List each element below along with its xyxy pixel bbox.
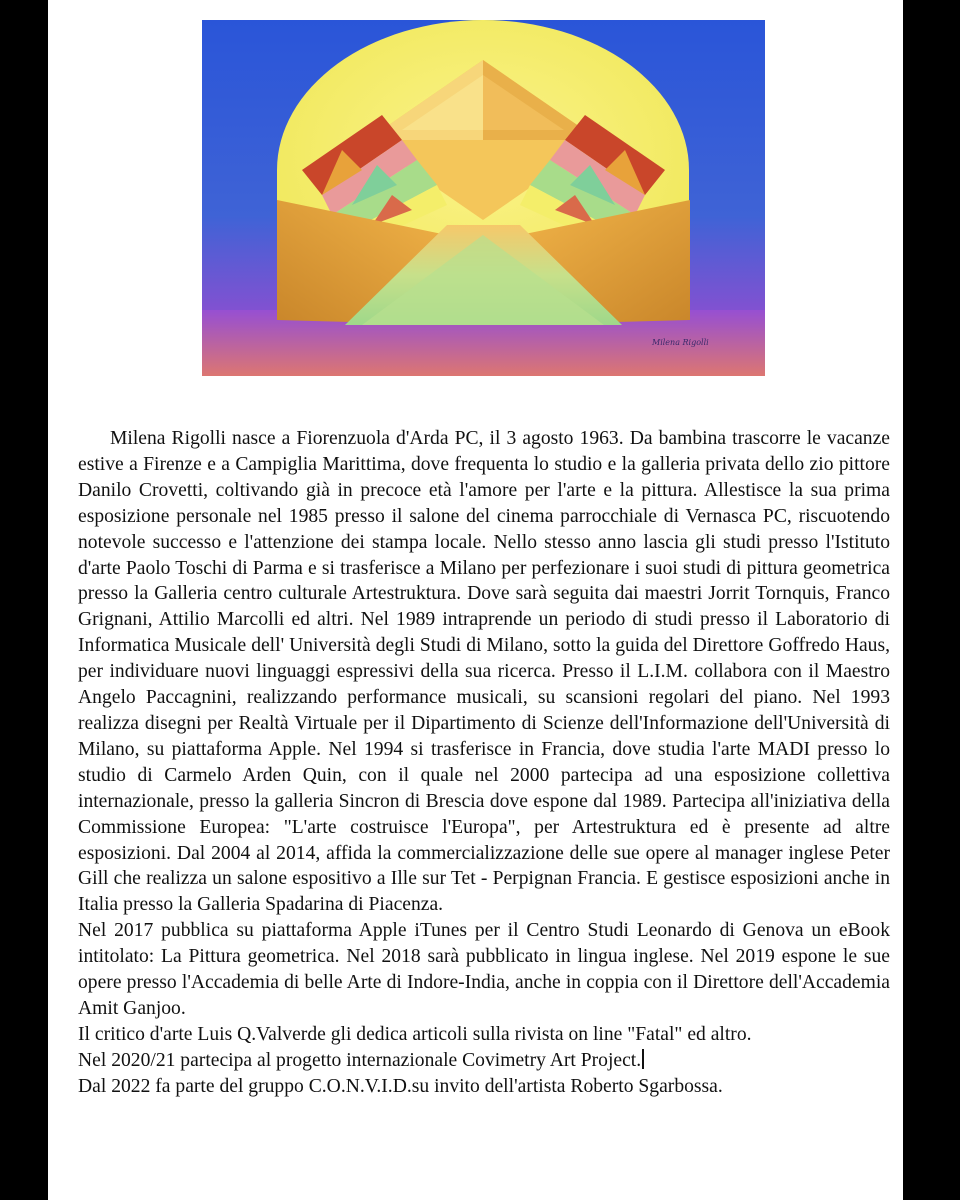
text-cursor	[642, 1049, 644, 1069]
biography-line-convid: Dal 2022 fa parte del gruppo C.O.N.V.I.D.su invito dell'artista Roberto Sgarbossa.	[78, 1075, 723, 1097]
artist-signature: Milena Rigolli	[652, 338, 709, 347]
biography-main-paragraph: Milena Rigolli nasce a Fiorenzuola d'Arda PC, il 3 agosto 1963. Da bambina trascorre le vacanze estive a Firenze e a Campiglia Marittima, dove frequenta lo studio e la galleria privata dello zio pittore Danilo Crovetti, coltivando già in precoce età l'amore per l'arte e la pittura. Allestisce la sua prima esposizione personale nel 1985 presso il salone del cinema parrocchiale di Vernasca PC, riscuotendo notevole successo e l'attenzione dei stampa locale. Nello stesso anno lascia gli studi presso l'Istituto d'arte Paolo Toschi di Parma e si trasferisce a Milano per perfezionare i suoi studi di pittura geometrica presso la Galleria centro culturale Artestruktura. Dove sarà seguita dai maestri Jorrit Tornquis, Franco Grignani, Attilio Marcolli ed altri. Nel 1989 intraprende un periodo di studi presso il Laboratorio di Informatica Musicale dell' Università degli Studi di Milano, sotto la guida del Direttore Goffredo Haus, per individuare nuovi linguaggi espressivi della sua ricerca. Presso il L.I.M. collabora con il Maestro Angelo Paccagnini, realizzando performance musicali, su scansioni regolari del piano. Nel 1993 realizza disegni per Realtà Virtuale per il Dipartimento di Scienze dell'Informazione dell'Università di Milano, su piattaforma Apple. Nel 1994 si trasferisce in Francia, dove studia l'arte MADI presso lo studio di Carmelo Arden Quin, con il quale nel 2000 partecipa ad una esposizione collettiva internazionale, presso la galleria Sincron di Brescia dove espone dal 1989. Partecipa all'iniziativa della Commissione Europea: "L'arte costruisce l'Europa", per Artestruktura ed è presente ad altre esposizioni. Dal 2004 al 2014, affida la commercializzazione delle sue opere al manager inglese Peter Gill che realizza un salone espositivo a Ille sur Tet - Perpignan Francia. E gestisce esposizioni anche in Italia presso la Galleria Spadarina di Piacenza.	[78, 428, 890, 916]
biography-text	[78, 426, 890, 1100]
biography-paragraph-2017: Nel 2017 pubblica su piattaforma Apple iTunes per il Centro Studi Leonardo di Genova un eBook intitolato: La Pittura geometrica. Nel 2018 sarà pubblicato in lingua inglese. Nel 2019 espone le sue opere presso l'Accademia di belle Arte di Indore-India, anche in coppia con il Direttore dell'Accademia Amit Ganjoo.	[78, 920, 890, 1019]
geometric-painting	[202, 20, 765, 376]
covimetry-text: Nel 2020/21 partecipa al progetto internazionale Covimetry Art Project.	[78, 1049, 642, 1071]
biography-line-critic: Il critico d'arte Luis Q.Valverde gli dedica articoli sulla rivista on line "Fatal" ed altro.	[78, 1023, 752, 1045]
biography-line-covimetry	[78, 1048, 890, 1074]
document-page	[48, 0, 903, 1200]
